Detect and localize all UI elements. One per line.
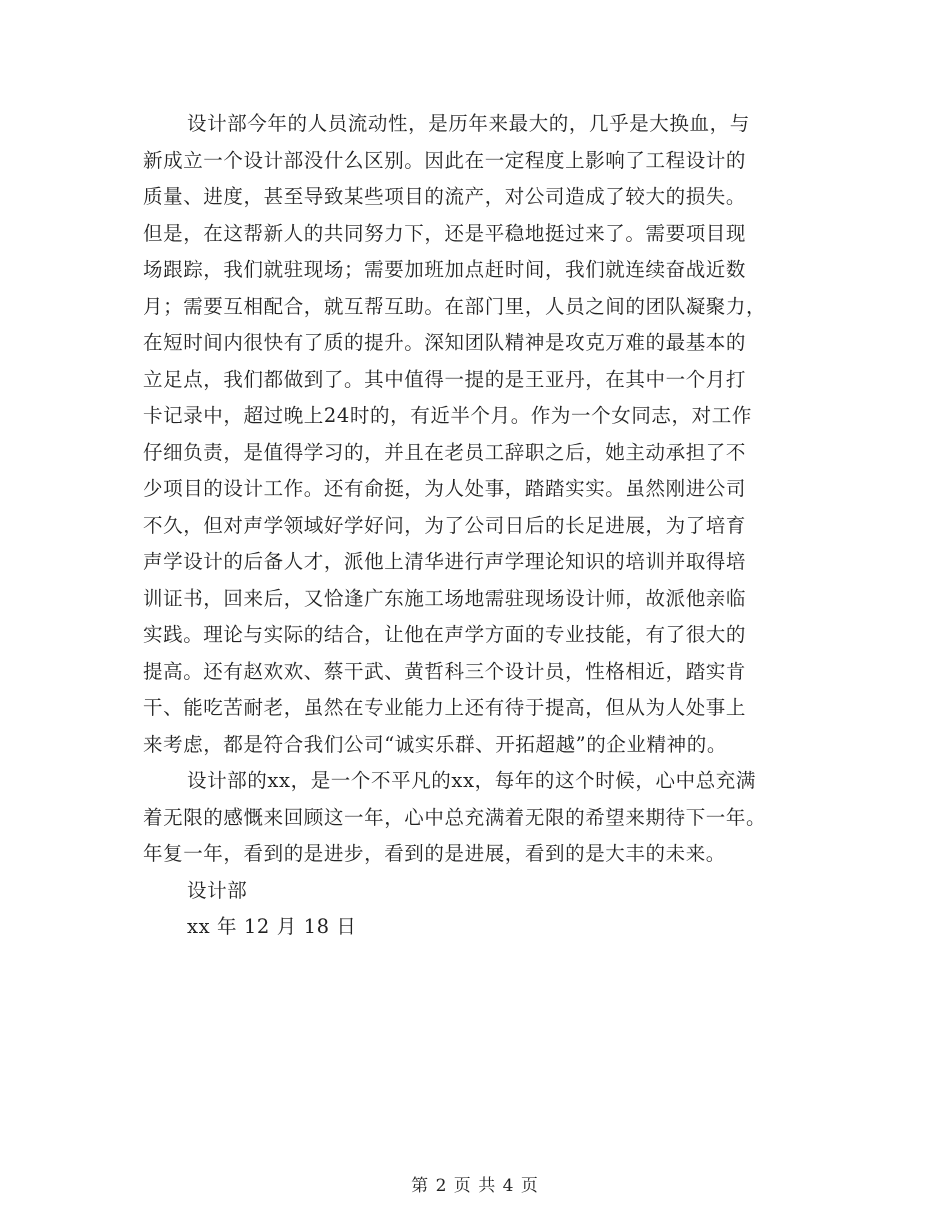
paragraph-2-line-2: 着无限的感慨来回顾这一年，心中总充满着无限的希望来期待下一年。 [143,805,767,829]
paragraph-1-line-14: 训证书，回来后，又恰逢广东施工场地需驻现场设计师，故派他亲临 [143,586,747,610]
paragraph-1-line-7: 在短时间内很快有了质的提升。深知团队精神是攻克万难的最基本的 [143,331,747,354]
paragraph-1-line-1: 设计部今年的人员流动性，是历年来最大的，几乎是大换血，与 [187,112,750,135]
paragraph-1-line-2: 新成立一个设计部没什么区别。因此在一定程度上影响了工程设计的 [143,148,747,172]
paragraph-1-line-8: 立足点，我们都做到了。其中值得一提的是王亚丹，在其中一个月打 [143,367,747,391]
paragraph-1-line-6: 月；需要互相配合，就互帮互助。在部门里，人员之间的团队凝聚力， [143,294,767,318]
paragraph-2-line-1: 设计部的xx，是一个不平凡的xx，每年的这个时候，心中总充满 [187,769,756,792]
paragraph-1-line-17: 干、能吃苦耐老，虽然在专业能力上还有待于提高，但从为人处事上 [143,696,747,719]
paragraph-1-line-4: 但是，在这帮新人的共同努力下，还是平稳地挺过来了。需要项目现 [143,221,747,245]
signature-department: 设计部 [187,878,248,902]
paragraph-1-line-9: 卡记录中，超过晚上24时的，有近半个月。作为一个女同志，对工作 [143,404,752,427]
paragraph-1-line-18: 来考虑，都是符合我们公司“诚实乐群、开拓超越”的企业精神的。 [143,732,727,756]
paragraph-1-line-5: 场跟踪，我们就驻现场；需要加班加点赶时间，我们就连续奋战近数 [143,258,747,281]
paragraph-1-line-10: 仔细负责，是值得学习的，并且在老员工辞职之后，她主动承担了不 [143,440,747,464]
paragraph-1-line-12: 不久，但对声学领域好学好问，为了公司日后的长足进展，为了培育 [143,513,747,537]
page-footer: 第 2 页 共 4 页 [411,1176,539,1196]
paragraph-1-line-11: 少项目的设计工作。还有俞挺，为人处事，踏踏实实。虽然刚进公司 [143,477,747,500]
paragraph-1-line-3: 质量、进度，甚至导致某些项目的流产，对公司造成了较大的损失。 [143,185,747,208]
paragraph-2-line-3: 年复一年，看到的是进步，看到的是进展，看到的是大丰的未来。 [143,842,726,865]
paragraph-1-line-15: 实践。理论与实际的结合，让他在声学方面的专业技能，有了很大的 [143,623,747,646]
paragraph-1-line-16: 提高。还有赵欢欢、蔡干武、黄哲科三个设计员，性格相近，踏实肯 [143,659,747,683]
document-body [143,106,808,946]
paragraph-1-line-13: 声学设计的后备人才，派他上清华进行声学理论知识的培训并取得培 [143,550,747,573]
signature-date: xx 年 12 月 18 日 [187,915,357,938]
